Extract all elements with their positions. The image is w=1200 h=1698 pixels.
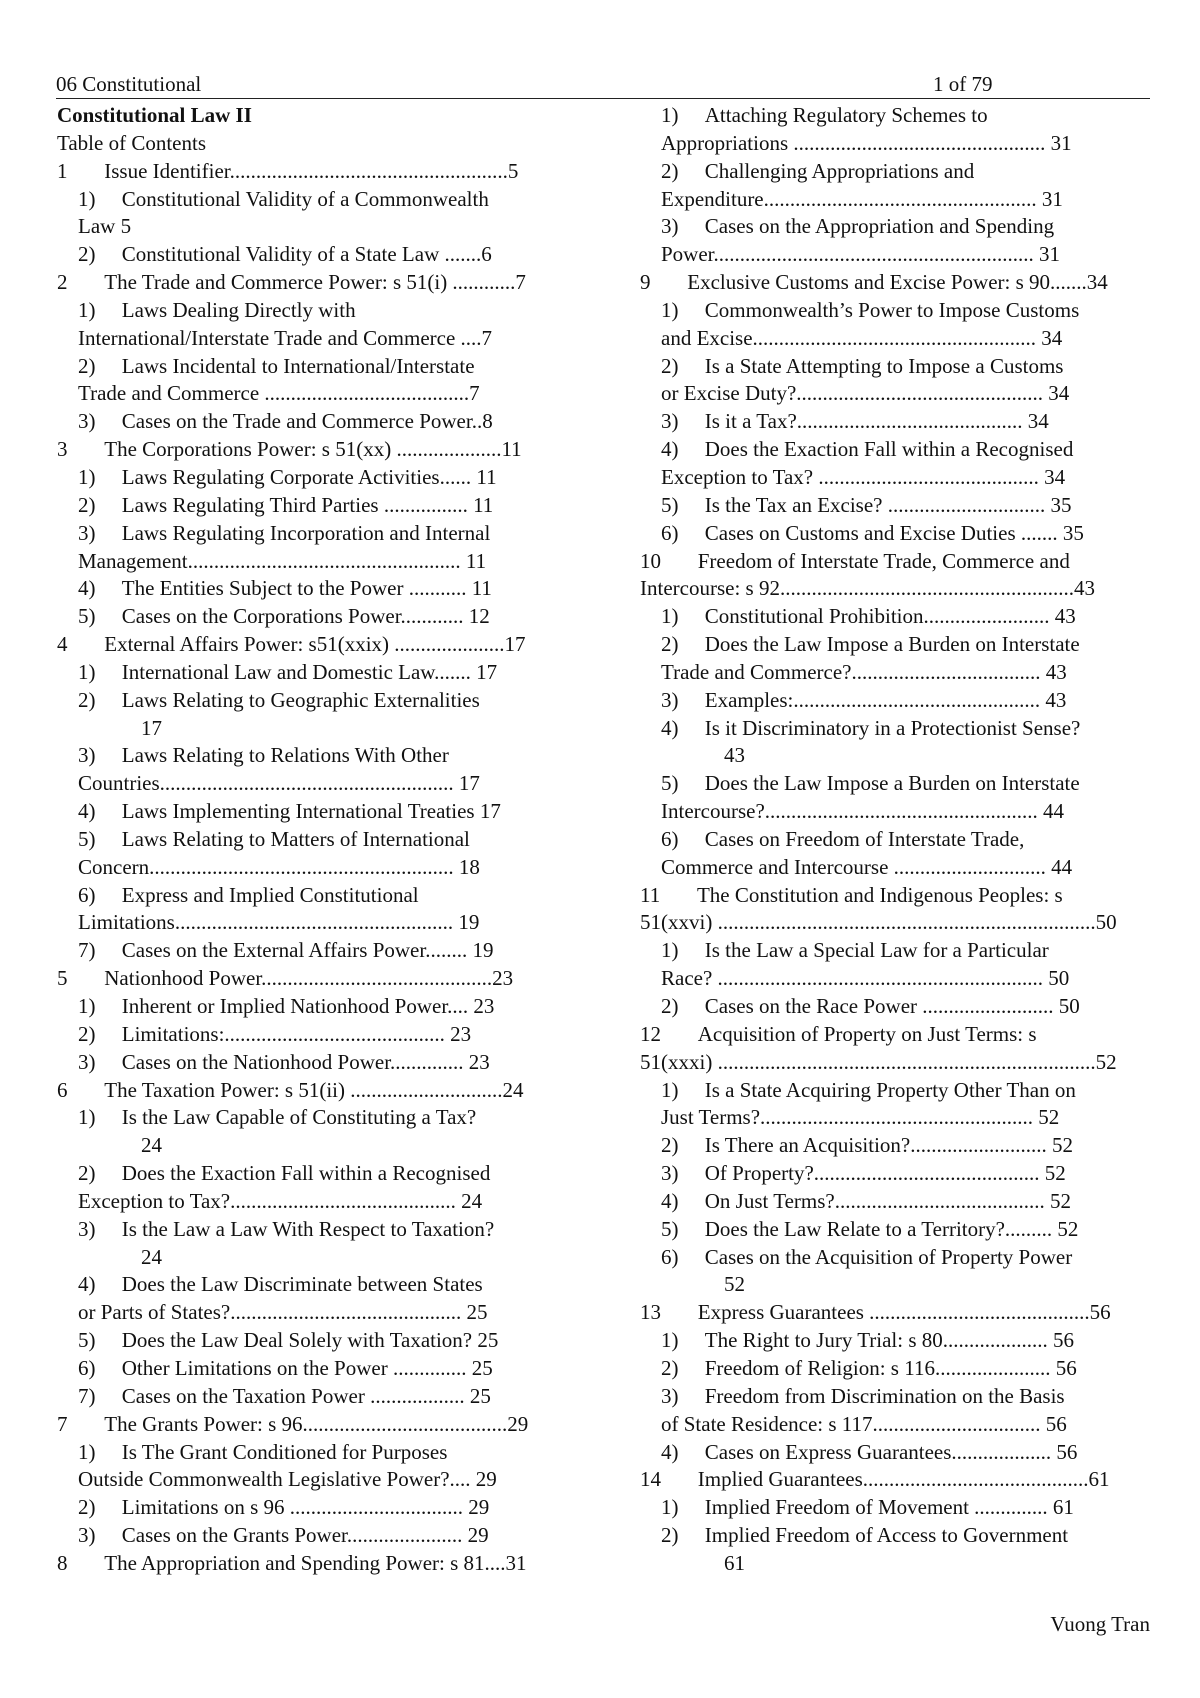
toc-line[interactable]: 3) Of Property?........................................... 52 [640,1161,1066,1186]
toc-line[interactable]: 43 [640,743,745,768]
toc-line[interactable]: 5 Nationhood Power............................................23 [57,966,514,991]
toc-line[interactable]: Countries........................................................ 17 [57,771,480,796]
toc-line[interactable]: 3) Cases on the Appropriation and Spending [640,214,1055,239]
toc-line[interactable]: 2) Laws Relating to Geographic Externalities [57,687,480,712]
toc-line[interactable]: 3) Freedom from Discrimination on the Basis [640,1383,1065,1408]
toc-line[interactable]: 1) Constitutional Prohibition........................ 43 [640,604,1076,629]
toc-line[interactable]: 13 Express Guarantees ..........................................56 [640,1300,1111,1325]
toc-line[interactable]: Just Terms?.................................................... 52 [640,1105,1060,1130]
toc-line[interactable]: 3) Laws Relating to Relations With Other [57,743,449,768]
toc-right-column [640,102,1185,1578]
toc-line[interactable]: 2) Limitations:.......................................... 23 [57,1021,472,1046]
toc-line[interactable]: 3) Is the Law a Law With Respect to Taxation? [57,1216,495,1241]
toc-line[interactable]: 14 Implied Guarantees...........................................61 [640,1467,1110,1492]
toc-line[interactable]: 6) Other Limitations on the Power .............. 25 [57,1355,493,1380]
toc-line[interactable]: 1) The Right to Jury Trial: s 80.................... 56 [640,1328,1075,1353]
toc-line[interactable]: 5) Does the Law Relate to a Territory?......... 52 [640,1216,1079,1241]
toc-line[interactable]: of State Residence: s 117................................ 56 [640,1411,1067,1436]
toc-line[interactable]: 8 The Appropriation and Spending Power: s 81....31 [57,1550,527,1575]
toc-line[interactable]: 5) Does the Law Impose a Burden on Interstate [640,771,1080,796]
toc-line[interactable]: 4) Does the Law Discriminate between States [57,1272,483,1297]
toc-line[interactable]: 6 The Taxation Power: s 51(ii) .............................24 [57,1077,524,1102]
toc-line[interactable]: Expenditure.................................................... 31 [640,186,1063,211]
page-header [56,70,1150,99]
toc-line[interactable]: Race? .............................................................. 50 [640,966,1070,991]
toc-line[interactable]: or Parts of States?............................................ 25 [57,1300,488,1325]
toc-line[interactable]: 51(xxxi) ........................................................................52 [640,1049,1117,1074]
toc-line[interactable]: 6) Cases on Freedom of Interstate Trade, [640,826,1025,851]
toc-line[interactable]: 5) Does the Law Deal Solely with Taxation? 25 [57,1328,499,1353]
toc-line[interactable]: 3) Cases on the Nationhood Power.............. 23 [57,1049,490,1074]
toc-line[interactable]: Management.................................................... 11 [57,548,487,573]
toc-line[interactable]: 2) Does the Law Impose a Burden on Interstate [640,632,1080,657]
toc-line[interactable]: 1) Implied Freedom of Movement .............. 61 [640,1495,1074,1520]
toc-line[interactable]: 6) Cases on the Acquisition of Property Power [640,1244,1073,1269]
toc-line[interactable]: 7) Cases on the Taxation Power .................. 25 [57,1383,491,1408]
toc-line[interactable]: 4) Laws Implementing International Treaties 17 [57,799,501,824]
toc-line[interactable]: 3) Cases on the Trade and Commerce Power..8 [57,409,493,434]
toc-line[interactable]: 1) Is the Law a Special Law for a Particular [640,938,1049,963]
toc-line[interactable]: 3) Examples:............................................... 43 [640,687,1067,712]
toc-line[interactable]: 11 The Constitution and Indigenous Peoples: s [640,882,1063,907]
toc-line[interactable]: 2) Laws Regulating Third Parties ................ 11 [57,492,494,517]
toc-line[interactable]: 51(xxvi) ........................................................................50 [640,910,1117,935]
toc-line[interactable]: 1 Issue Identifier.....................................................5 [57,158,519,183]
document-label: 06 Constitutional [56,72,202,96]
toc-line[interactable]: 4) The Entities Subject to the Power ........... 11 [57,576,492,601]
toc-line[interactable]: 12 Acquisition of Property on Just Terms: s [640,1021,1037,1046]
toc-line[interactable]: 4) On Just Terms?........................................ 52 [640,1188,1071,1213]
author-footer: Vuong Tran [1050,1612,1150,1636]
toc-line[interactable]: Intercourse?.................................................... 44 [640,799,1065,824]
toc-line[interactable]: 5) Cases on the Corporations Power............ 12 [57,604,490,629]
toc-line[interactable]: 6) Express and Implied Constitutional [57,882,419,907]
toc-line[interactable]: Trade and Commerce?.................................... 43 [640,659,1067,684]
toc-line[interactable]: 24 [57,1244,162,1269]
toc-line[interactable]: 2) Does the Exaction Fall within a Recognised [57,1161,491,1186]
toc-line[interactable]: 1) Constitutional Validity of a Commonwealth [57,186,489,211]
toc-line[interactable]: Concern.......................................................... 18 [57,854,480,879]
toc-line[interactable]: 1) Attaching Regulatory Schemes to [640,103,988,127]
toc-line[interactable]: 4) Does the Exaction Fall within a Recognised [640,437,1074,462]
toc-line[interactable]: 2) Challenging Appropriations and [640,158,975,183]
toc-line[interactable]: or Excise Duty?............................................... 34 [640,381,1070,406]
toc-line[interactable]: Outside Commonwealth Legislative Power?.... 29 [57,1467,497,1492]
toc-line[interactable]: 61 [640,1550,745,1575]
toc-line[interactable]: 1) Commonwealth’s Power to Impose Customs [640,297,1080,322]
toc-line[interactable]: 2) Constitutional Validity of a State Law .......6 [57,242,492,267]
toc-line[interactable]: 4) Cases on Express Guarantees................... 56 [640,1439,1078,1464]
toc-line[interactable]: 1) International Law and Domestic Law....... 17 [57,659,498,684]
toc-line[interactable]: Power............................................................. 31 [640,242,1060,267]
toc-line[interactable]: Table of Contents [57,130,206,155]
toc-line[interactable]: 1) Is a State Acquiring Property Other Than on [640,1077,1076,1102]
toc-line[interactable]: 4) Is it Discriminatory in a Protectionist Sense? [640,715,1081,740]
toc-line[interactable]: Trade and Commerce .......................................7 [57,381,480,406]
toc-line[interactable]: 5) Laws Relating to Matters of International [57,826,470,851]
toc-line[interactable]: International/Interstate Trade and Commerce ....7 [57,325,493,350]
toc-line[interactable]: 52 [640,1272,745,1297]
toc-line[interactable]: 3) Laws Regulating Incorporation and Internal [57,520,491,545]
toc-line[interactable]: 3) Is it a Tax?........................................... 34 [640,409,1049,434]
toc-line[interactable]: Appropriations ................................................ 31 [640,130,1072,155]
document-title: Constitutional Law II [57,103,252,127]
page-number: 1 of 79 [933,72,993,96]
toc-line[interactable]: 7 The Grants Power: s 96.......................................29 [57,1411,529,1436]
toc-line[interactable]: and Excise...................................................... 34 [640,325,1063,350]
toc-line[interactable]: 9 Exclusive Customs and Excise Power: s 90.......34 [640,270,1108,295]
toc-left-column [57,102,597,1578]
toc-line[interactable]: 1) Is The Grant Conditioned for Purposes [57,1439,448,1464]
toc-line[interactable]: 1) Is the Law Capable of Constituting a Tax? [57,1105,477,1130]
toc-line[interactable]: 1) Inherent or Implied Nationhood Power.... 23 [57,994,495,1018]
toc-line[interactable]: Intercourse: s 92........................................................43 [640,576,1095,601]
toc-line[interactable]: Law 5 [57,214,132,239]
toc-line[interactable]: 2) Laws Incidental to International/Interstate [57,353,475,378]
toc-line[interactable]: Exception to Tax? .......................................... 34 [640,464,1066,489]
toc-line[interactable]: 17 [57,715,162,740]
toc-line[interactable]: Exception to Tax?........................................... 24 [57,1188,483,1213]
toc-line[interactable]: 2) Limitations on s 96 ................................. 29 [57,1495,490,1520]
toc-line[interactable]: 2 The Trade and Commerce Power: s 51(i) ............7 [57,270,526,295]
toc-line[interactable]: 10 Freedom of Interstate Trade, Commerce and [640,548,1070,573]
toc-line[interactable]: 6) Cases on Customs and Excise Duties ....... 35 [640,520,1084,545]
toc-line[interactable]: 3) Cases on the Grants Power...................... 29 [57,1523,489,1548]
toc-line[interactable]: Commerce and Intercourse ............................. 44 [640,854,1073,879]
toc-line[interactable]: 2) Cases on the Race Power ......................... 50 [640,994,1080,1018]
toc-line[interactable]: 2) Freedom of Religion: s 116...................... 56 [640,1355,1077,1380]
toc-line[interactable]: 2) Implied Freedom of Access to Government [640,1523,1069,1548]
toc-line[interactable]: 2) Is There an Acquisition?.......................... 52 [640,1133,1073,1158]
toc-line[interactable]: 1) Laws Dealing Directly with [57,297,356,322]
toc-line[interactable]: 7) Cases on the External Affairs Power........ 19 [57,938,494,963]
toc-line[interactable]: 1) Laws Regulating Corporate Activities...... 11 [57,464,497,489]
toc-line[interactable]: 2) Is a State Attempting to Impose a Customs [640,353,1064,378]
toc-line[interactable]: 5) Is the Tax an Excise? .............................. 35 [640,492,1072,517]
toc-line[interactable]: Limitations..................................................... 19 [57,910,480,935]
toc-line[interactable]: 24 [57,1133,162,1158]
toc-line[interactable]: 4 External Affairs Power: s51(xxix) .....................17 [57,632,526,657]
toc-line[interactable]: 3 The Corporations Power: s 51(xx) ....................11 [57,437,522,462]
